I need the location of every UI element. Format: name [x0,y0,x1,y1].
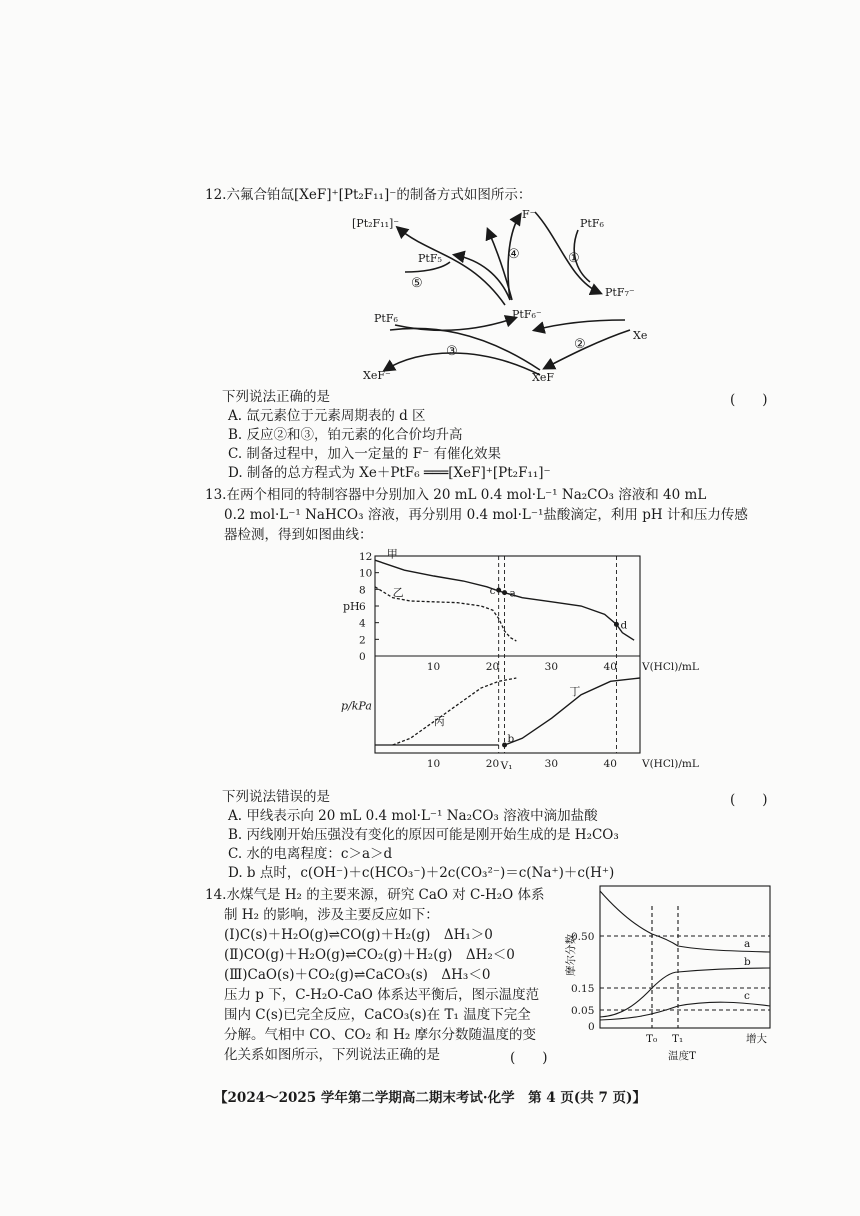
q13-point-d [614,622,619,627]
q13-ytick-10: 10 [359,567,373,580]
q13-point-a [502,590,507,595]
q14-answer-paren[interactable]: ( ) [510,1050,548,1066]
q14-xtick-t1: T₁ [672,1033,684,1045]
q13-top-xtick-40: 40 [603,661,617,673]
q13-top-xtick-20: 20 [485,661,500,673]
q14-line-1: 14.水煤气是 H₂ 的主要来源，研究 CaO 对 C-H₂O 体系 [205,887,545,903]
label-f-minus: F⁻ [522,208,536,221]
q13-answer-paren[interactable]: ( ) [730,792,768,808]
q13-option-a[interactable]: A. 甲线表示向 20 mL 0.4 mol·L⁻¹ Na₂CO₃ 溶液中滴加盐酸 [228,808,598,824]
label-pt2f11: [Pt₂F₁₁]⁻ [352,217,400,230]
q13-point-b [502,743,507,748]
q12-option-c[interactable]: C. 制备过程中，加入一定量的 F⁻ 有催化效果 [228,446,502,462]
label-xe: Xe [633,329,648,342]
q14-reaction-2: (Ⅱ)CO(g)＋H₂O(g)⇌CO₂(g)＋H₂(g) ΔH₂＜0 [224,947,515,963]
q14-ytick-0: 0 [588,1021,595,1033]
ptf6-in1 [574,230,590,282]
label-ptf7: PtF₇⁻ [605,286,635,299]
q13-option-b[interactable]: B. 丙线刚开始压强没有变化的原因可能是刚开始生成的是 H₂CO₃ [228,827,619,843]
q13-top-xtick-30: 30 [544,661,559,673]
q14-ylabel: 摩尔分数 [565,934,577,976]
q13-label-bing: 丙 [433,714,445,728]
label-ptf6-top: PtF₆ [580,217,604,230]
label-ptf5: PtF₅ [418,252,442,265]
q13-label-jia: 甲 [386,547,398,561]
q13-ytick-8: 8 [359,584,366,597]
q13-stem-1: 13.在两个相同的特制容器中分别加入 20 mL 0.4 mol·L⁻¹ Na₂CO₃ 溶液和 40 mL [205,487,707,503]
q14-xlabel: 温度T [668,1050,697,1062]
q13-bot-xtick-30: 30 [544,758,559,770]
q13-v1-label: V₁ [500,760,513,772]
q13-bot-xtick-20: 20 [485,758,500,770]
q13-stem-3: 器检测，得到如图曲线： [224,527,373,543]
q13-point-label-a: a [509,587,516,600]
q14-reaction-1: (Ⅰ)C(s)＋H₂O(g)⇌CO(g)＋H₂(g) ΔH₁＞0 [224,927,493,943]
f-out-arrow [508,215,520,300]
q14-xtick-t0: T₀ [646,1033,658,1045]
step2-label: ② [574,337,586,352]
q13-bot-xlabel: V(HCl)/mL [642,758,699,770]
q13-bot-xtick-10: 10 [426,758,441,770]
q14-label-b: b [744,956,751,968]
q13-option-c[interactable]: C. 水的电离程度：c＞a＞d [228,846,393,862]
step3-ptf6 [395,318,515,330]
q13-label-yi: 乙 [392,586,404,599]
label-xef: XeF [532,371,554,384]
curve-c [600,1002,770,1020]
step5-arrow [398,228,505,305]
q13-stem-2: 0.2 mol·L⁻¹ NaHCO₃ 溶液，再分别用 0.4 mol·L⁻¹盐酸滴定，利用 pH 计和压力传感 [224,507,748,523]
q13-point-label-b: b [507,733,515,745]
q13-point-c [496,588,501,593]
q14-ytick-015: 0.15 [571,983,595,995]
step3-xef- [385,353,540,375]
step3-label: ③ [446,344,458,359]
q12-answer-paren[interactable]: ( ) [730,392,768,408]
q14-ytick-005: 0.05 [571,1005,595,1017]
label-xef-minus: XeF⁻ [363,369,391,382]
q14-label-a: a [744,938,751,950]
q12-prompt: 下列说法正确的是 [222,389,330,405]
q12-option-a[interactable]: A. 氙元素位于元素周期表的 d 区 [228,408,426,424]
q12-option-b[interactable]: B. 反应②和③，铂元素的化合价均升高 [228,427,463,443]
q13-prompt: 下列说法错误的是 [222,789,330,805]
step5-label: ⑤ [411,276,423,291]
q14-line-7: 围内 C(s)已完全反应，CaCO₃(s)在 T₁ 温度下完全 [224,1007,531,1023]
q13-top-xtick-10: 10 [426,661,441,673]
label-ptf6-minus: PtF₆⁻ [512,308,542,321]
step2-xef [545,330,630,368]
step1-arrow [535,212,600,293]
q14-ytick-050: 0.50 [571,931,595,943]
q13-ytick-6: 6 [359,601,366,613]
q13-ytick-0: 0 [359,651,366,663]
q13-bot-xtick-40: 40 [603,758,617,770]
q14-line-8: 分解。气相中 CO、CO₂ 和 H₂ 摩尔分数随温度的变 [224,1027,537,1043]
page-footer: 【2024～2025 学年第二学期高二期末考试·化学 第 4 页(共 7 页)】 [214,1090,646,1106]
q14-line-6: 压力 p 下，C-H₂O-CaO 体系达平衡后，图示温度范 [224,987,540,1003]
q13-point-label-d: d [620,619,628,632]
ptf5-arrow [405,262,450,272]
q13-ylabel-p: p/kPa [341,699,372,713]
q12-stem: 12.六氟合铂氙[XeF]⁺[Pt₂F₁₁]⁻的制备方式如图所示： [205,187,532,203]
q14-label-c: c [744,990,750,1002]
q13-frame [375,556,640,753]
q14-reaction-3: (Ⅲ)CaO(s)＋CO₂(g)⇌CaCO₃(s) ΔH₃＜0 [224,967,491,983]
step4-label: ④ [508,247,520,262]
q12-option-d[interactable]: D. 制备的总方程式为 Xe＋PtF₆ ═══[XeF]⁺[Pt₂F₁₁]⁻ [228,465,551,481]
q13-ylabel-ph: pH [343,600,360,613]
q13-ytick-2: 2 [359,634,366,647]
q13-point-label-c: c [489,585,496,598]
q13-ytick-12: 12 [359,551,373,563]
q14-line-2: 制 H₂ 的影响，涉及主要反应如下： [224,907,439,923]
q14-mole-fraction-chart [560,876,780,1066]
q13-option-d[interactable]: D. b 点时，c(OH⁻)＋c(HCO₃⁻)＋2c(CO₃²⁻)＝c(Na⁺)＋c(H⁺) [228,865,615,881]
step4-arrow [488,230,512,300]
label-ptf6-left: PtF₆ [374,312,398,325]
step1-label: ① [568,251,580,266]
q13-ytick-4: 4 [359,617,366,630]
q13-top-xlabel: V(HCl)/mL [642,661,699,673]
q14-x-increase: 增大 [746,1033,767,1045]
q13-ph-pressure-chart [340,547,699,778]
step2-arrow [535,320,625,330]
step4-ptf5 [455,255,510,300]
q14-line-9: 化关系如图所示，下列说法正确的是 [224,1047,440,1063]
q13-label-ding: 丁 [569,684,581,698]
q13-series-bing [393,678,517,745]
step3-arrow [390,328,540,370]
